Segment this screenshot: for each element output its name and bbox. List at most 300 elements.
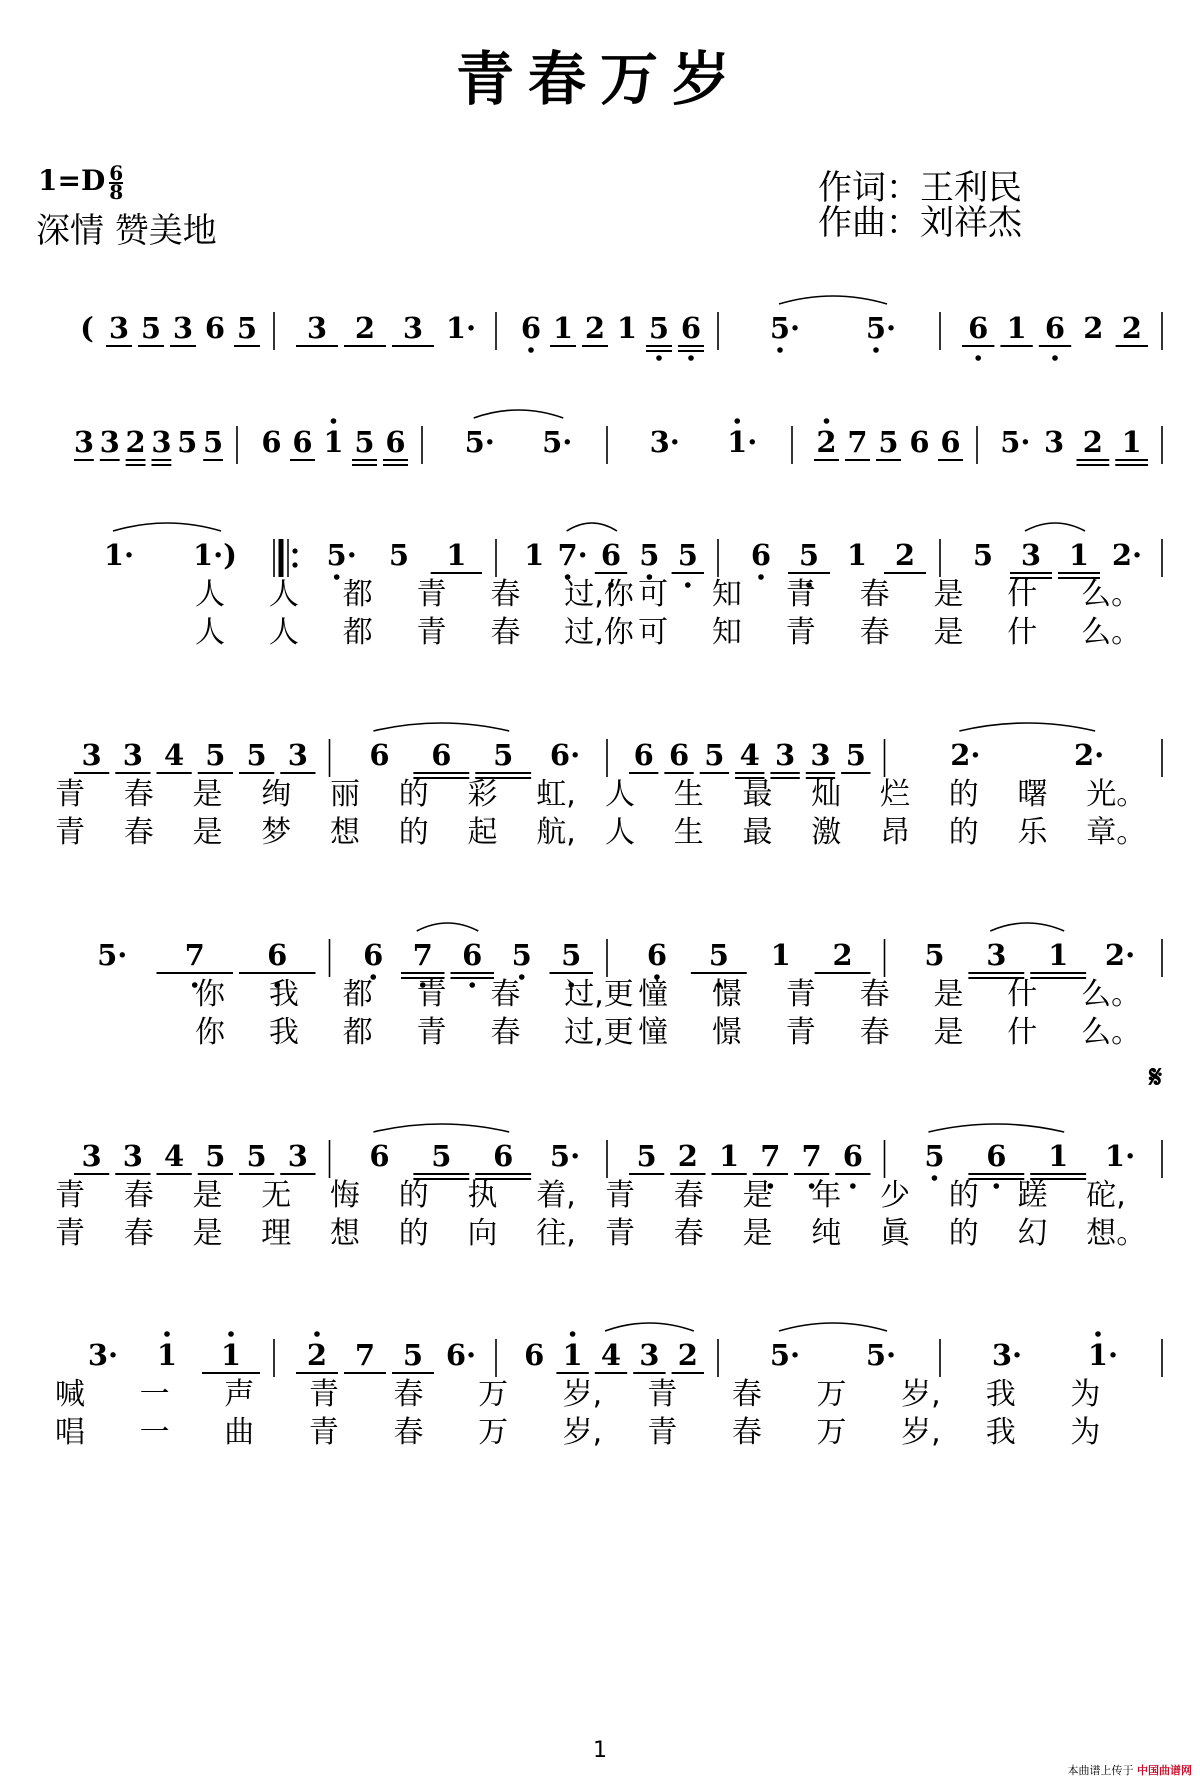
lyric-syllable: 砣, (1086, 1178, 1126, 1213)
lyric-syllable: 什 (1007, 615, 1038, 650)
lyric-syllable: 什 (1007, 1015, 1038, 1050)
note: 5· (769, 1338, 801, 1372)
lyric-syllable: 都 (342, 615, 373, 650)
tie-slur (779, 296, 887, 304)
lyric-syllable: 青 (55, 1178, 85, 1213)
lyric-syllable: 的 (398, 815, 429, 850)
lyric-syllable: 春 (490, 577, 521, 612)
lyric-syllable: 春 (731, 1415, 762, 1450)
lyric-syllable: 虹, (536, 777, 576, 812)
note: 6 (986, 1139, 1007, 1173)
lyric-syllable: 曲 (224, 1415, 255, 1450)
lyric-syllable: 声 (224, 1377, 255, 1412)
time-signature (109, 160, 124, 204)
lyric-syllable: 我 (985, 1415, 1016, 1450)
lyric-syllable: 人 (268, 577, 299, 612)
note: 3· (87, 1338, 119, 1372)
lyric-line (55, 1176, 1165, 1216)
note: 5· (97, 938, 128, 972)
lyric-syllable: 为 (1070, 1377, 1101, 1412)
song-title: 青春万岁 (455, 45, 744, 113)
lyric-syllable: 想。 (1086, 1216, 1147, 1251)
lyric-syllable: 么。 (1081, 577, 1142, 612)
lyric-syllable: 憧 (638, 977, 669, 1012)
low-octave-dot (1052, 355, 1058, 361)
lyric-syllable: 的 (398, 777, 429, 812)
segno-sign: 𝄋 (1149, 1060, 1162, 1095)
lyric-syllable: 人 (195, 615, 225, 650)
lyric-syllable: 么。 (1081, 615, 1142, 650)
note: 6 (493, 1139, 514, 1173)
tie-slur (1025, 523, 1085, 531)
note: 1· (445, 311, 477, 345)
lyric-syllable: 春 (490, 977, 521, 1012)
lyric-syllable: 都 (342, 977, 373, 1012)
note: 3 (122, 1139, 143, 1173)
lyric-syllable: 的 (398, 1216, 429, 1251)
note: 1 (1006, 311, 1027, 345)
note: 5· (326, 538, 357, 572)
lyric-syllable: 春 (859, 1015, 890, 1050)
note: 6· (445, 1338, 477, 1372)
high-octave-dot (570, 1331, 576, 1337)
lyric-syllable: 是 (192, 1216, 223, 1251)
tie-slur (373, 1124, 509, 1132)
note: 3 (1044, 425, 1065, 459)
note: 3 (151, 425, 172, 459)
lyric-syllable: 蹉 (1017, 1178, 1048, 1213)
tie-slur (567, 523, 617, 531)
lyric-syllable: 都 (342, 577, 373, 612)
high-octave-dot (734, 418, 740, 424)
tie-slur (990, 923, 1064, 931)
note: 6 (462, 938, 483, 972)
note: 5· (542, 425, 573, 459)
note: 3 (81, 738, 102, 772)
key-label: 1=D (38, 164, 106, 197)
note: 4 (739, 738, 760, 772)
lyric-syllable: 春 (123, 1178, 154, 1213)
note: 5 (140, 311, 162, 345)
note: 1 (1121, 425, 1142, 459)
note: 6 (520, 311, 542, 345)
lyric-syllable: 的 (948, 815, 979, 850)
lyric-syllable: 都 (342, 1015, 373, 1050)
note: 6 (204, 311, 226, 345)
lyric-syllable: 万 (478, 1415, 509, 1450)
note: 3 (287, 1139, 308, 1173)
tie-slur (417, 923, 479, 931)
lyric-syllable: 青 (416, 1015, 447, 1050)
lyric-syllable: 什 (1007, 577, 1038, 612)
lyric-syllable: 青 (605, 1178, 635, 1213)
lyric-syllable: 青 (647, 1377, 678, 1412)
note: 5 (511, 938, 532, 972)
note: 2 (832, 938, 853, 972)
lyric-syllable: 是 (192, 1178, 223, 1213)
note: 5 (924, 938, 945, 972)
low-octave-dot (873, 347, 879, 353)
note: 6 (668, 738, 690, 772)
note: 6 (680, 311, 702, 345)
note: 5 (205, 738, 226, 772)
note: 6 (646, 938, 668, 972)
lyric-syllable: 人 (268, 615, 299, 650)
note: 2 (584, 311, 606, 345)
note: 1 (220, 1338, 242, 1372)
note: 5 (236, 311, 258, 345)
high-octave-dot (164, 1331, 170, 1337)
lyric-syllable: 往, (536, 1216, 576, 1251)
note: 5 (845, 738, 866, 772)
note: 5· (865, 1338, 897, 1372)
note: 4 (164, 1139, 185, 1173)
lyric-syllable: 过,更 (564, 1015, 634, 1050)
lyric-line (55, 575, 1165, 615)
note: 2 (894, 538, 916, 572)
lyric-syllable: 你 (195, 1015, 225, 1050)
watermark-text: 本曲谱上传于 (1067, 1764, 1134, 1777)
note: 1 (552, 311, 574, 345)
low-octave-dot (777, 347, 783, 353)
lyric-syllable: 最 (742, 777, 773, 812)
high-octave-dot (228, 1331, 234, 1337)
lyric-syllable: 生 (673, 777, 704, 812)
lyric-syllable: 青 (308, 1377, 339, 1412)
note: 5 (354, 425, 375, 459)
note: 2 (1082, 425, 1103, 459)
note: 5 (561, 938, 582, 972)
note: 2 (1083, 311, 1104, 345)
composer-credit: 作曲：刘祥杰 (818, 203, 1022, 243)
lyricist-credit: 作词：王利民 (818, 168, 1022, 208)
lyric-syllable: 少 (880, 1178, 910, 1213)
note: 1 (616, 311, 638, 345)
lyric-syllable: 你 (195, 977, 225, 1012)
lyric-syllable: 岁, (901, 1415, 941, 1450)
note: 3 (1020, 538, 1042, 572)
lyric-syllable: 万 (816, 1377, 847, 1412)
lyric-syllable: 青 (785, 977, 816, 1012)
lyric-line (55, 975, 1165, 1015)
lyric-syllable: 春 (490, 615, 521, 650)
lyric-syllable: 憬 (711, 977, 742, 1012)
note: 6 (750, 538, 772, 572)
lyric-line (55, 775, 1165, 815)
note: 5· (1000, 425, 1031, 459)
note: 5 (798, 538, 820, 572)
tempo-marking: 深情 赞美地 (36, 211, 217, 251)
note: 3 (99, 425, 120, 459)
note: 2 (1121, 311, 1142, 345)
lyric-syllable: 春 (673, 1216, 704, 1251)
lyric-syllable: 是 (742, 1216, 773, 1251)
lyric-line (55, 1413, 1165, 1453)
note: 1 (719, 1139, 740, 1173)
note: 1 (770, 938, 791, 972)
low-octave-dot (528, 347, 534, 353)
lyric-syllable: 春 (393, 1415, 424, 1450)
note: 3 (81, 1139, 102, 1173)
note: 3 (986, 938, 1007, 972)
staff-svg (55, 384, 1165, 504)
note: 5 (636, 1139, 657, 1173)
lyric-syllable: 青 (785, 1015, 816, 1050)
lyric-syllable: 是 (192, 815, 223, 850)
lyric-syllable: 想 (330, 815, 360, 850)
lyric-syllable: 春 (859, 977, 890, 1012)
note: 5 (493, 738, 514, 772)
lyric-syllable: 是 (933, 577, 964, 612)
lyric-syllable: 什 (1007, 977, 1038, 1012)
note: ( (80, 311, 94, 345)
note: 6 (385, 425, 406, 459)
lyric-syllable: 我 (985, 1377, 1016, 1412)
note: 5 (177, 425, 198, 459)
note: 5 (202, 425, 224, 459)
note: 5· (464, 425, 495, 459)
lyric-syllable: 是 (742, 1178, 773, 1213)
lyric-syllable: 过,你 (564, 615, 634, 650)
lyric-syllable: 我 (268, 977, 299, 1012)
lyric-syllable: 最 (742, 815, 773, 850)
tie-slur (373, 723, 509, 731)
lyric-line (55, 1375, 1165, 1415)
lyric-syllable: 春 (123, 1216, 154, 1251)
low-octave-dot (656, 355, 662, 361)
note: 1· (103, 538, 135, 572)
lyric-syllable: 生 (673, 815, 704, 850)
lyric-syllable: 春 (859, 577, 890, 612)
lyric-syllable: 为 (1070, 1415, 1101, 1450)
lyric-syllable: 万 (478, 1377, 509, 1412)
note: 3 (402, 311, 424, 345)
note: 2 (125, 425, 146, 459)
note: 7 (184, 938, 205, 972)
note: 3· (991, 1338, 1023, 1372)
lyric-syllable: 一 (139, 1415, 170, 1450)
note: 6 (261, 425, 282, 459)
note: 5 (402, 1338, 424, 1372)
note: 4 (600, 1338, 622, 1372)
lyric-syllable: 知 (711, 615, 742, 650)
watermark-brand: 中国曲谱网 (1137, 1764, 1192, 1777)
note: 3 (287, 738, 308, 772)
repeat-dot (292, 562, 297, 567)
lyric-syllable: 青 (416, 577, 447, 612)
high-octave-dot (331, 418, 337, 424)
lyric-syllable: 人 (195, 577, 225, 612)
page-number: 1 (593, 1738, 607, 1763)
lyric-syllable: 憧 (638, 1015, 669, 1050)
note: 6 (369, 738, 390, 772)
note: 6 (842, 1139, 863, 1173)
lyric-syllable: 光。 (1086, 777, 1147, 812)
note: 7 (354, 1338, 376, 1372)
note: 2 (816, 425, 837, 459)
note: 5 (972, 538, 994, 572)
lyric-syllable: 激 (811, 815, 842, 850)
note: 6 (633, 738, 654, 772)
lyric-syllable: 的 (948, 1216, 979, 1251)
lyric-syllable: 的 (948, 1178, 979, 1213)
lyric-syllable: 昂 (880, 815, 910, 850)
note: 2· (1104, 938, 1136, 972)
lyric-syllable: 憬 (711, 1015, 742, 1050)
tie-slur (779, 1323, 887, 1331)
lyric-syllable: 乐 (1017, 815, 1048, 850)
note: 7 (847, 425, 868, 459)
lyric-syllable: 章。 (1086, 815, 1147, 850)
lyric-syllable: 我 (268, 1015, 299, 1050)
note: 5 (205, 1139, 226, 1173)
lyric-syllable: 青 (785, 615, 816, 650)
lyric-syllable: 幻 (1017, 1216, 1048, 1251)
low-octave-dot (975, 355, 981, 361)
watermark (1068, 1762, 1193, 1778)
lyric-syllable: 春 (490, 1015, 521, 1050)
note: 6 (369, 1139, 390, 1173)
note: 6 (909, 425, 930, 459)
lyric-syllable: 是 (933, 1015, 964, 1050)
note: 1· (1104, 1139, 1136, 1173)
note: 3 (810, 738, 831, 772)
lyric-syllable: 起 (467, 815, 498, 850)
note: 2· (1073, 738, 1105, 772)
lyric-syllable: 航, (536, 815, 576, 850)
note: 1 (846, 538, 868, 572)
note: 4 (164, 738, 185, 772)
note: 5 (246, 1139, 267, 1173)
note: 2 (677, 1139, 698, 1173)
note: 1 (562, 1338, 583, 1372)
lyric-syllable: 青 (416, 615, 447, 650)
lyric-syllable: 纯 (811, 1216, 842, 1251)
lyric-syllable: 一 (139, 1377, 170, 1412)
note: 5· (769, 311, 801, 345)
lyric-syllable: 彩 (467, 777, 498, 812)
lyric-syllable: 理 (261, 1216, 292, 1251)
lyric-syllable: 梦 (261, 815, 292, 850)
lyric-syllable: 青 (647, 1415, 678, 1450)
note: 1· (1087, 1338, 1119, 1372)
note: 5 (648, 311, 670, 345)
staff-svg (55, 270, 1165, 390)
lyric-syllable: 的 (948, 777, 979, 812)
lyric-syllable: 人 (605, 777, 635, 812)
note: 6 (968, 311, 989, 345)
lyric-syllable: 岁, (562, 1415, 603, 1450)
note: 6 (1044, 311, 1066, 345)
lyric-syllable: 喊 (55, 1377, 85, 1412)
note: 7 (760, 1139, 781, 1173)
note: 6 (524, 1338, 545, 1372)
note: 1 (1048, 938, 1069, 972)
lyric-syllable: 春 (673, 1178, 704, 1213)
tie-slur (113, 523, 221, 531)
note: 1 (156, 1338, 178, 1372)
lyric-syllable: 青 (605, 1216, 635, 1251)
note: 2 (677, 1338, 698, 1372)
lyric-syllable: 人 (605, 815, 635, 850)
note: 6 (267, 938, 288, 972)
lyric-syllable: 唱 (55, 1415, 85, 1450)
lyric-line (55, 613, 1165, 653)
lyric-syllable: 春 (393, 1377, 424, 1412)
key-signature (38, 160, 124, 204)
tie-slur (959, 723, 1095, 731)
lyric-syllable: 春 (731, 1377, 762, 1412)
lyric-syllable: 向 (467, 1216, 498, 1251)
high-octave-dot (824, 418, 830, 424)
note: 3 (122, 738, 143, 772)
note: 5 (677, 538, 698, 572)
lyric-syllable: 春 (123, 777, 154, 812)
note: 7· (557, 538, 588, 572)
lyric-syllable: 青 (55, 777, 85, 812)
note: 3 (306, 311, 328, 345)
note: 5 (431, 1139, 452, 1173)
lyric-syllable: 悔 (330, 1178, 360, 1213)
lyric-syllable: 过,你 (564, 577, 634, 612)
note: 1 (323, 425, 344, 459)
lyric-syllable: 青 (308, 1415, 339, 1450)
lyric-syllable: 万 (816, 1415, 847, 1450)
lyric-syllable: 想 (330, 1216, 360, 1251)
lyric-syllable: 灿 (811, 777, 842, 812)
lyric-syllable: 么。 (1081, 1015, 1142, 1050)
note: 2· (1111, 538, 1143, 572)
note: 5 (388, 538, 410, 572)
note: 1 (1068, 538, 1090, 572)
tie-slur (605, 1323, 694, 1331)
note: 3 (73, 425, 95, 459)
lyric-line (55, 1214, 1165, 1254)
note: 1· (727, 425, 758, 459)
lyric-line (55, 1013, 1165, 1053)
note: 6 (940, 425, 961, 459)
lyric-syllable: 春 (859, 615, 890, 650)
lyric-syllable: 青 (785, 577, 816, 612)
tie-slur (928, 1124, 1064, 1132)
lyric-syllable: 着, (536, 1178, 576, 1213)
lyric-syllable: 年 (811, 1178, 842, 1213)
lyric-syllable: 是 (933, 615, 964, 650)
note: 5 (639, 538, 660, 572)
note: 1·) (193, 538, 237, 572)
note: 6 (600, 538, 622, 572)
note: 6· (549, 738, 581, 772)
note: 3· (649, 425, 680, 459)
note: 3 (172, 311, 194, 345)
note: 3 (775, 738, 796, 772)
lyric-syllable: 可 (638, 577, 669, 612)
low-octave-dot (688, 355, 694, 361)
note: 6 (292, 425, 313, 459)
lyric-syllable: 是 (933, 977, 964, 1012)
repeat-dot (292, 548, 297, 553)
note: 5· (865, 311, 897, 345)
note: 1 (524, 538, 545, 572)
lyric-syllable: 眞 (880, 1216, 910, 1251)
lyric-syllable: 的 (398, 1178, 429, 1213)
note: 5 (708, 938, 729, 972)
time-denominator: 8 (109, 179, 124, 204)
time-numerator: 6 (109, 160, 124, 185)
note: 5 (924, 1139, 945, 1173)
lyric-syllable: 过,更 (564, 977, 634, 1012)
lyric-syllable: 岁, (562, 1377, 603, 1412)
